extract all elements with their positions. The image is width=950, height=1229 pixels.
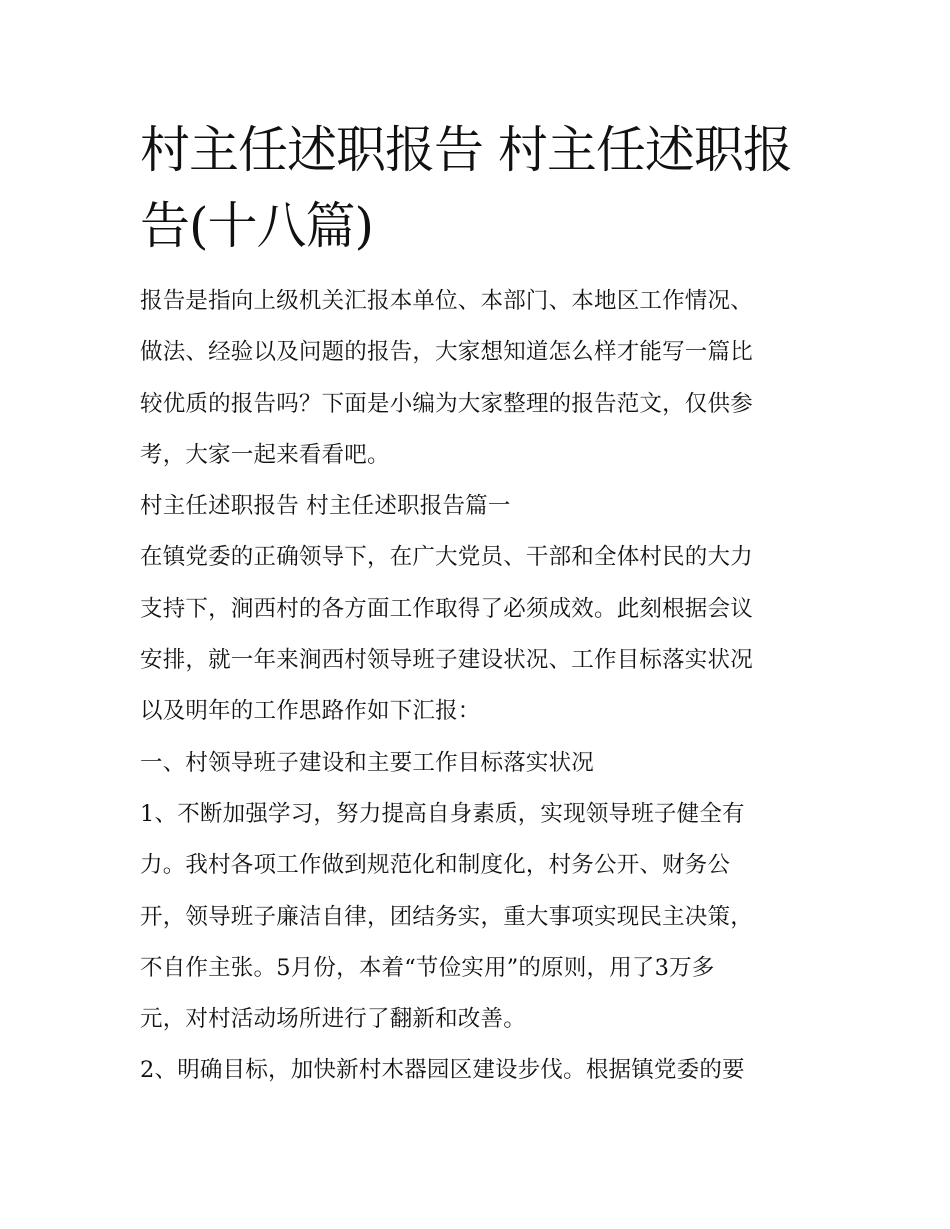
paragraph-line: 支持下，涧西村的各方面工作取得了必须成效。此刻根据会议 (140, 595, 753, 622)
paragraph-line: 开，领导班子廉洁自律，团结务实，重大事项实现民主决策， (140, 903, 753, 930)
paragraph-line: 元，对村活动场所进行了翻新和改善。 (140, 1006, 526, 1033)
paragraph-line: 2、明确目标，加快新村木器园区建设步伐。根据镇党委的要 (140, 1057, 745, 1084)
intro-line: 考，大家一起来看看吧。 (140, 441, 390, 468)
paragraph-line: 安排，就一年来涧西村领导班子建设状况、工作目标落实状况 (140, 647, 753, 674)
intro-line: 做法、经验以及问题的报告，大家想知道怎么样才能写一篇比 (140, 339, 753, 366)
subsection-heading: 一、村领导班子建设和主要工作目标落实状况 (140, 749, 595, 776)
intro-line: 较优质的报告吗？下面是小编为大家整理的报告范文，仅供参 (140, 390, 753, 417)
section-heading: 村主任述职报告 村主任述职报告篇一 (140, 493, 511, 520)
paragraph-line: 不自作主张。5月份，本着“节俭实用”的原则，用了3万多 (140, 954, 715, 981)
paragraph-line: 力。我村各项工作做到规范化和制度化，村务公开、财务公 (140, 852, 731, 879)
intro-line: 报告是指向上级机关汇报本单位、本部门、本地区工作情况、 (140, 288, 753, 314)
paragraph-line: 以及明年的工作思路作如下汇报： (140, 698, 481, 725)
paragraph-line: 在镇党委的正确领导下，在广大党员、干部和全体村民的大力 (140, 544, 753, 571)
paragraph-line: 1、不断加强学习，努力提高自身素质，实现领导班子健全有 (140, 800, 745, 827)
title-line: 告(十八篇) (140, 197, 374, 255)
document-title (140, 112, 840, 264)
document-body (140, 282, 840, 1103)
title-line: 村主任述职报告 村主任述职报 (140, 121, 792, 179)
